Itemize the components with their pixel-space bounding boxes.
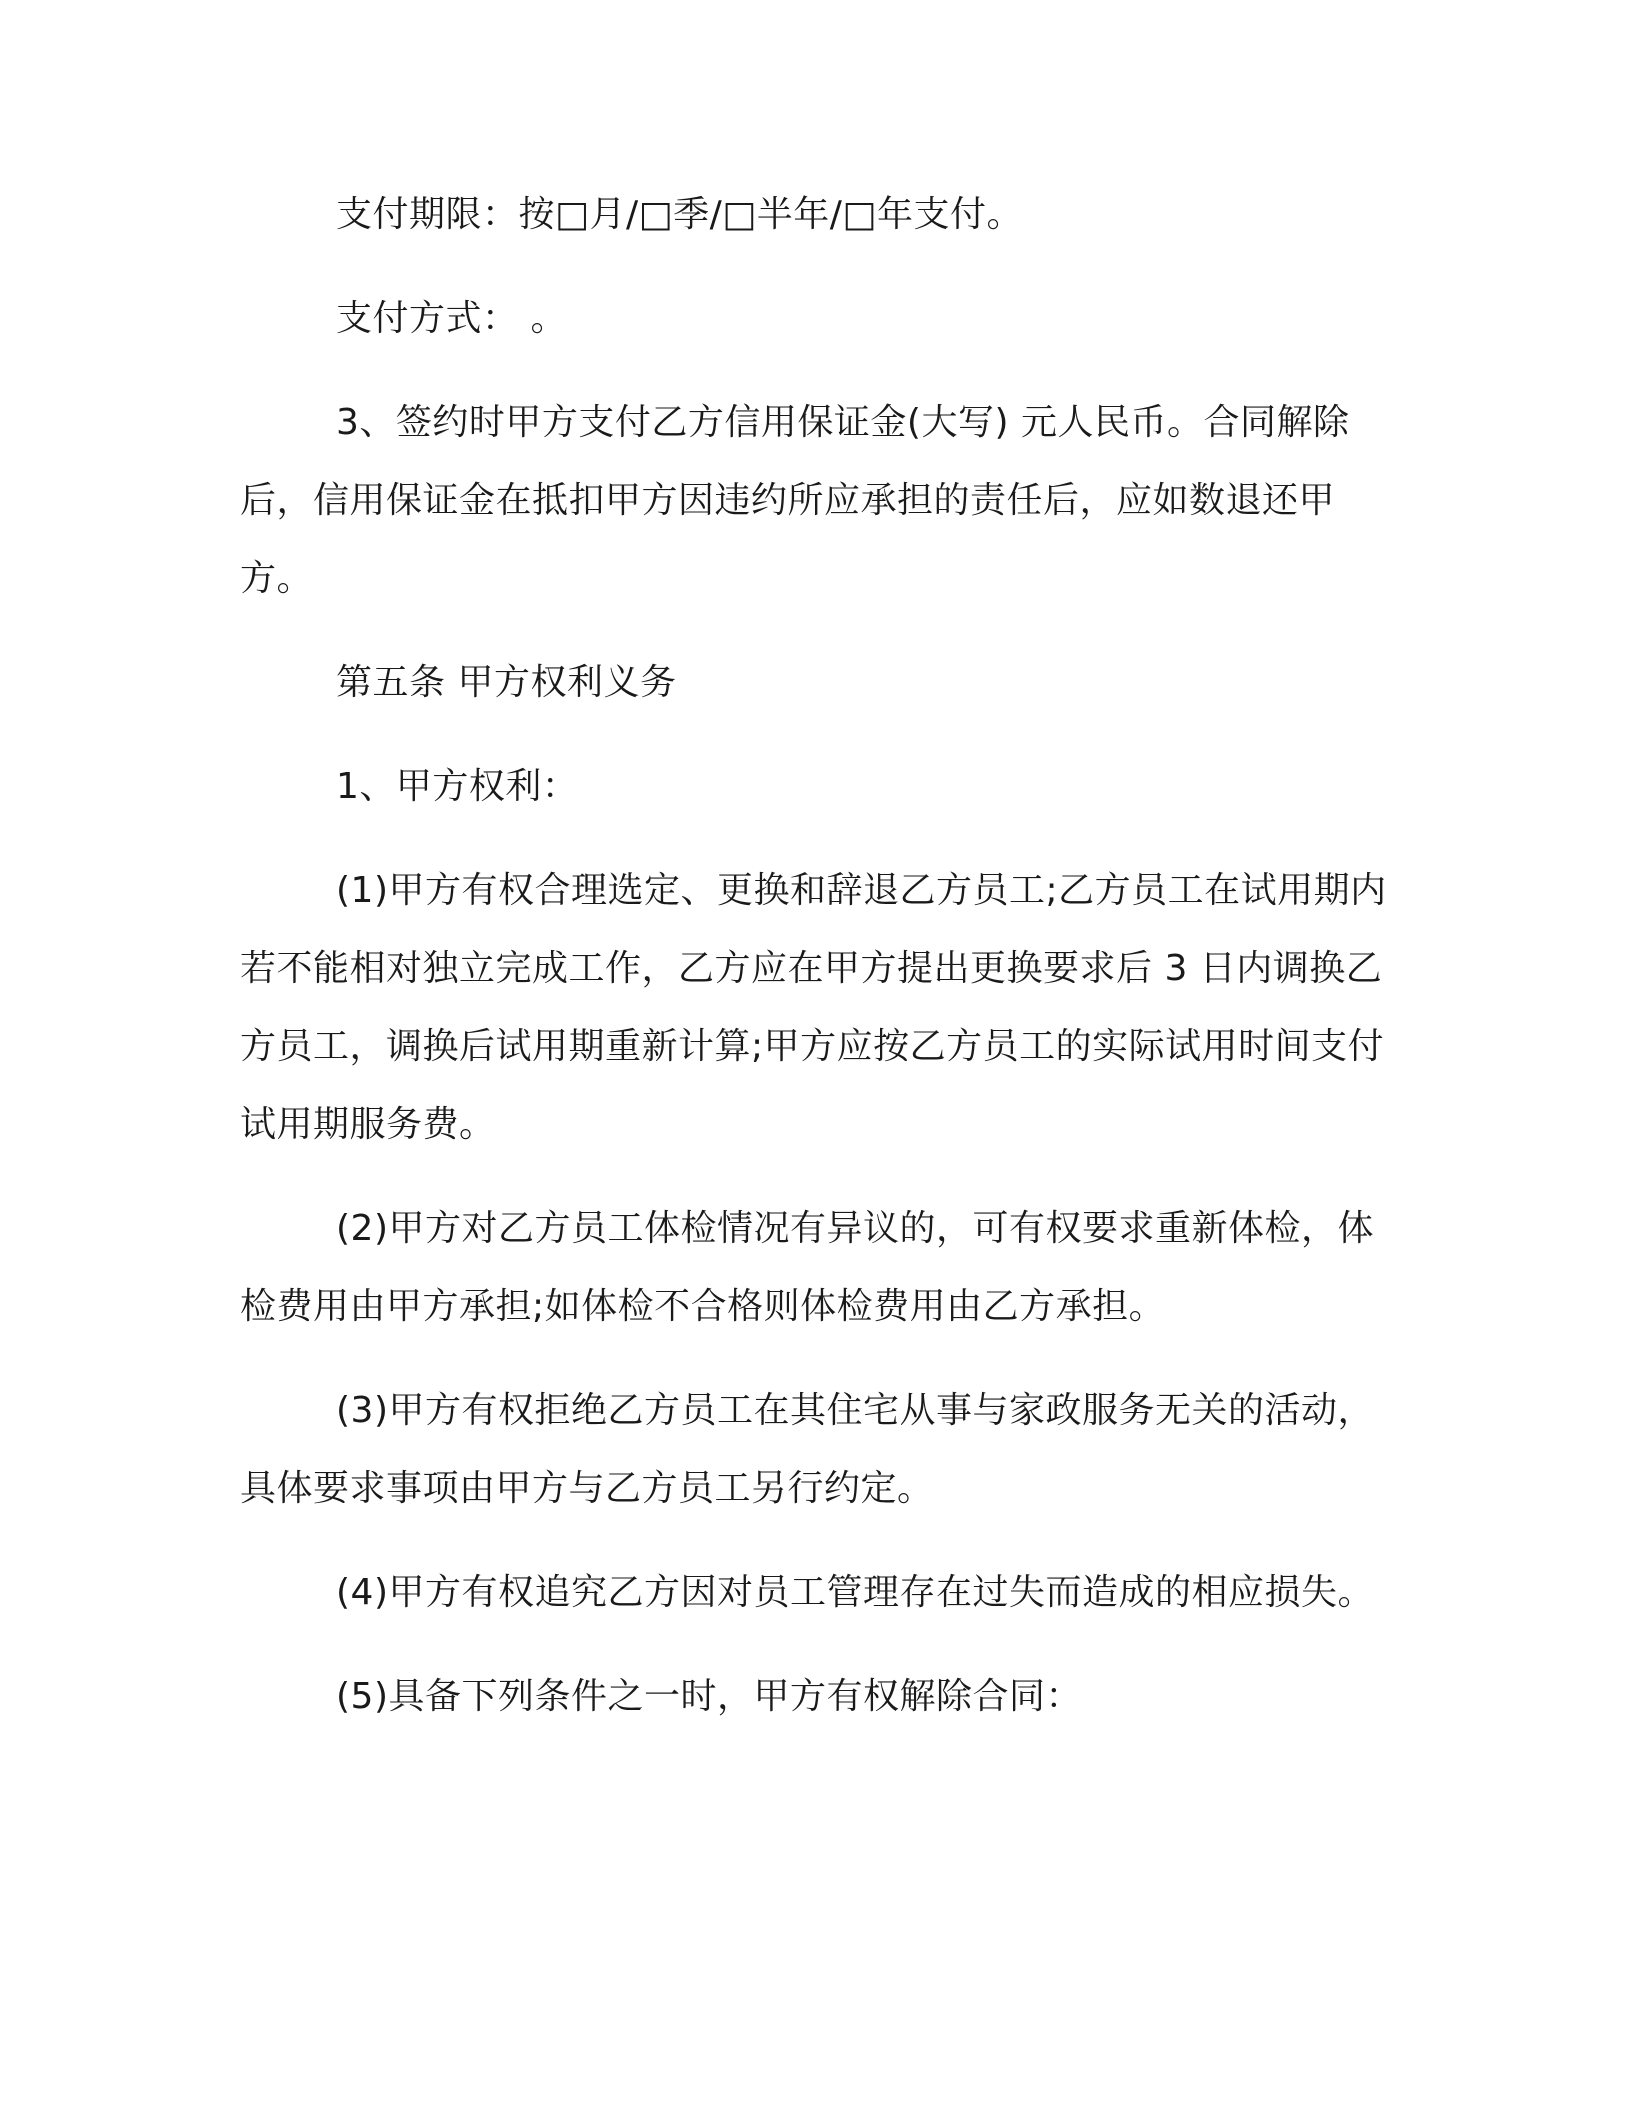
article-five-heading: 第五条 甲方权利义务 (336, 662, 677, 703)
right-item-4: (4)甲方有权追究乙方因对员工管理存在过失而造成的相应损失。 (336, 1572, 1374, 1613)
payment-method-paragraph: 支付方式： 。 (336, 298, 567, 339)
right-item-5: (5)具备下列条件之一时，甲方有权解除合同： (336, 1676, 1082, 1717)
document-body (240, 176, 1390, 1762)
right-item-1: (1)甲方有权合理选定、更换和辞退乙方员工;乙方员工在试用期内若不能相对独立完成工作，乙方应在甲方提出更换要求后 3 日内调换乙方员工，调换后试用期重新计算;甲方应按乙方员工的实际试用时间支付试用期服务费。 (240, 870, 1387, 1145)
right-item-3: (3)甲方有权拒绝乙方员工在其住宅从事与家政服务无关的活动，具体要求事项由甲方与乙方员工另行约定。 (240, 1390, 1374, 1509)
right-item-2: (2)甲方对乙方员工体检情况有异议的，可有权要求重新体检，体检费用由甲方承担;如体检不合格则体检费用由乙方承担。 (240, 1208, 1374, 1327)
payment-term-paragraph: 支付期限：按□月/□季/□半年/□年支付。 (336, 194, 1023, 235)
party-a-rights-heading: 1、甲方权利： (336, 766, 579, 807)
deposit-paragraph: 3、签约时甲方支付乙方信用保证金(大写) 元人民币。合同解除后，信用保证金在抵扣甲方因违约所应承担的责任后，应如数退还甲方。 (240, 402, 1350, 599)
